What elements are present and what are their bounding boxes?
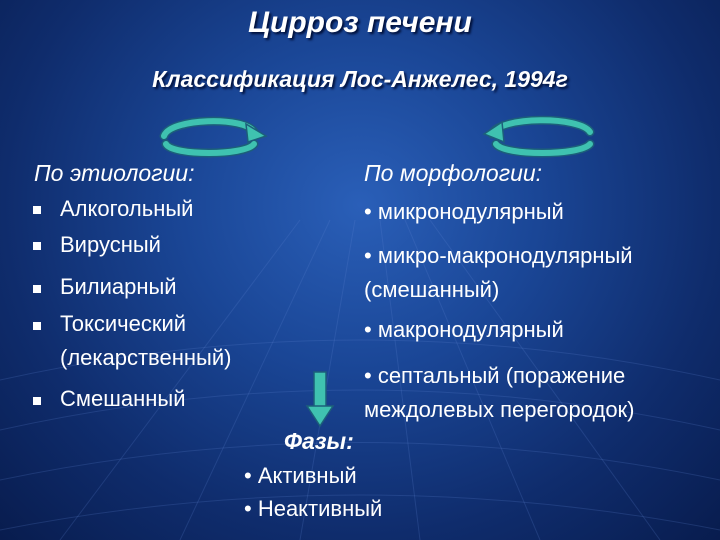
etiology-heading: По этиологии:: [34, 160, 195, 186]
etiology-item-toxic-note: (лекарственный): [60, 345, 232, 370]
etiology-item-mixed: Смешанный: [60, 386, 186, 411]
circular-arrow-left-icon: [150, 110, 270, 160]
phases-heading: Фазы:: [284, 428, 354, 454]
morphology-item-mixed-note: (смешанный): [364, 277, 500, 302]
square-bullet-icon: [33, 322, 41, 330]
phase-item-active: • Активный: [244, 463, 357, 488]
page-subtitle: Классификация Лос-Анжелес, 1994г: [152, 66, 568, 92]
etiology-item-viral: Вирусный: [60, 232, 161, 257]
morphology-item-septal: • септальный (поражение: [364, 363, 626, 388]
square-bullet-icon: [33, 242, 41, 250]
etiology-item-biliary: Билиарный: [60, 274, 177, 299]
morphology-item-macronodular: • макронодулярный: [364, 317, 564, 342]
etiology-item-alcoholic: Алкогольный: [60, 196, 194, 221]
square-bullet-icon: [33, 206, 41, 214]
page-title: Цирроз печени: [248, 6, 472, 39]
square-bullet-icon: [33, 397, 41, 405]
etiology-item-toxic: Токсический: [60, 311, 187, 336]
morphology-heading: По морфологии:: [364, 160, 543, 186]
circular-arrow-right-icon: [480, 110, 605, 160]
square-bullet-icon: [33, 285, 41, 293]
down-arrow-icon: [305, 370, 335, 428]
phase-item-inactive: • Неактивный: [244, 496, 383, 521]
morphology-item-micro-macronodular: • микро-макронодулярный: [364, 243, 633, 268]
morphology-item-micronodular: • микронодулярный: [364, 199, 564, 224]
morphology-item-septal-note: междолевых перегородок): [364, 397, 635, 422]
